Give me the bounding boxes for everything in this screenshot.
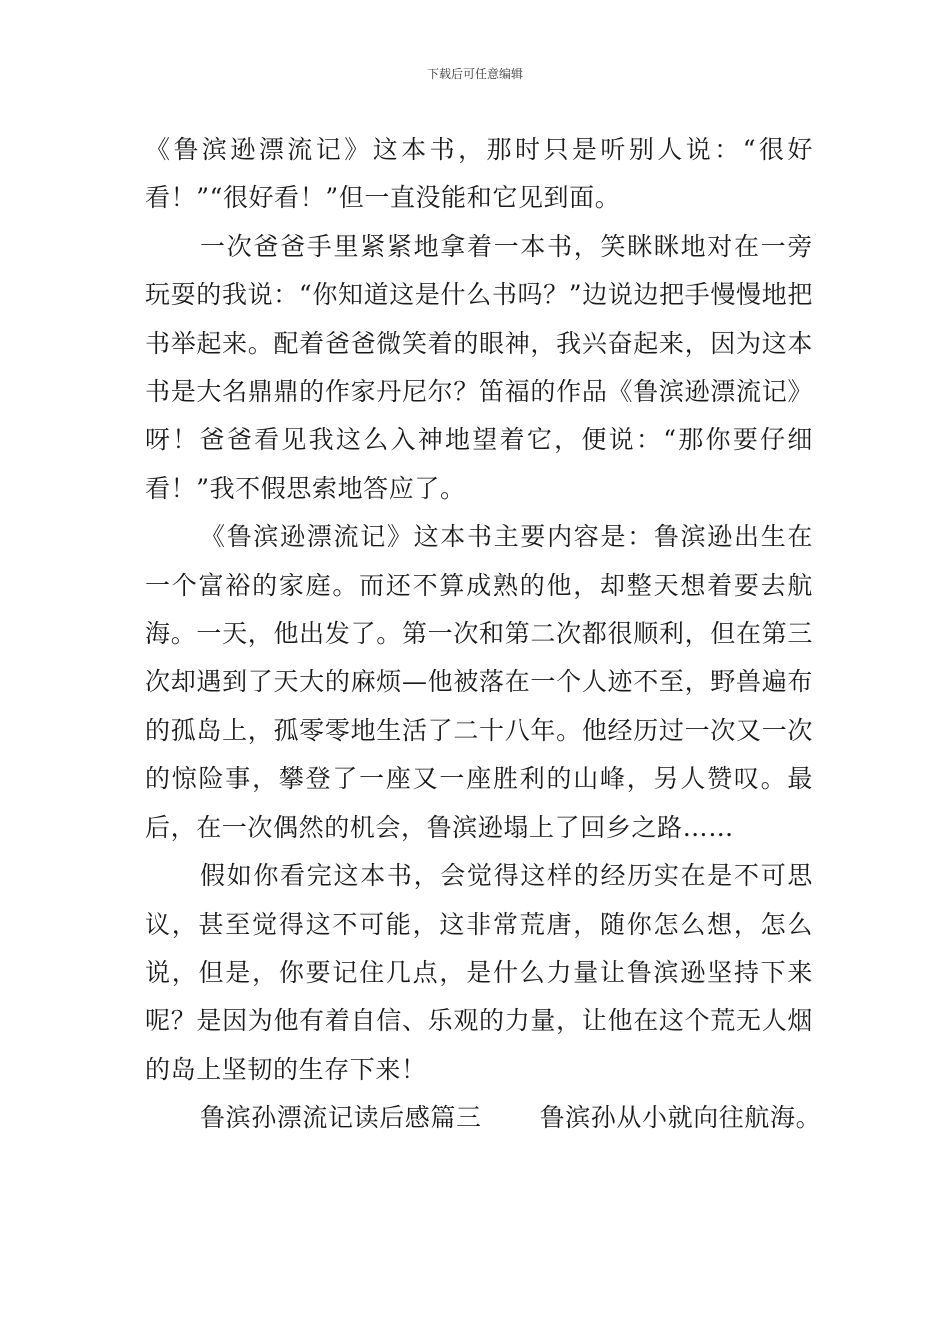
page-header: 下载后可任意编辑 — [426, 67, 523, 81]
paragraph-reflection: 假如你看完这本书，会觉得这样的经历实在是不可思议，甚至觉得这不可能，这非常荒唐，随你怎么想，怎么说，但是，你要记住几点，是什么力量让鲁滨逊坚持下来呢？是因为他有着自信、乐观的力量，让他在这个荒无人烟的岛上坚韧的生存下来！ — [145, 861, 813, 1084]
paragraph-father-book: 一次爸爸手里紧紧地拿着一本书，笑眯眯地对在一旁玩耍的我说：“你知道这是什么书吗？”边说边把手慢慢地把书举起来。配着爸爸微笑着的眼神，我兴奋起来，因为这本书是大名鼎鼎的作家丹尼尔？笛福的作品《鲁滨逊漂流记》呀！爸爸看见我这么入神地望着它，便说：“那你要仔细看！”我不假思索地答应了。 — [145, 231, 813, 503]
paragraph-summary: 《鲁滨逊漂流记》这本书主要内容是：鲁滨逊出生在一个富裕的家庭。而还不算成熟的他，却整天想着要去航海。一天，他出发了。第一次和第二次都很顺利，但在第三次却遇到了天大的麻烦—他被落在一个人迹不至，野兽遍布的孤岛上，孤零零地生活了二十八年。他经历过一次又一次的惊险事，攀登了一座又一座胜利的山峰，另人赞叹。最后，在一次偶然的机会，鲁滨逊塌上了回乡之路…… — [145, 522, 813, 842]
section-heading: 鲁滨孙漂流记读后感篇三 — [200, 1103, 482, 1133]
section-heading-line — [145, 1094, 822, 1142]
paragraph-intro: 《鲁滨逊漂流记》这本书，那时只是听别人说：“很好看！”“很好看！”但一直没能和它见到面。 — [145, 135, 813, 213]
section-first-sentence: 鲁滨孙从小就向往航海。 — [539, 1103, 822, 1133]
document-body — [145, 126, 822, 1143]
